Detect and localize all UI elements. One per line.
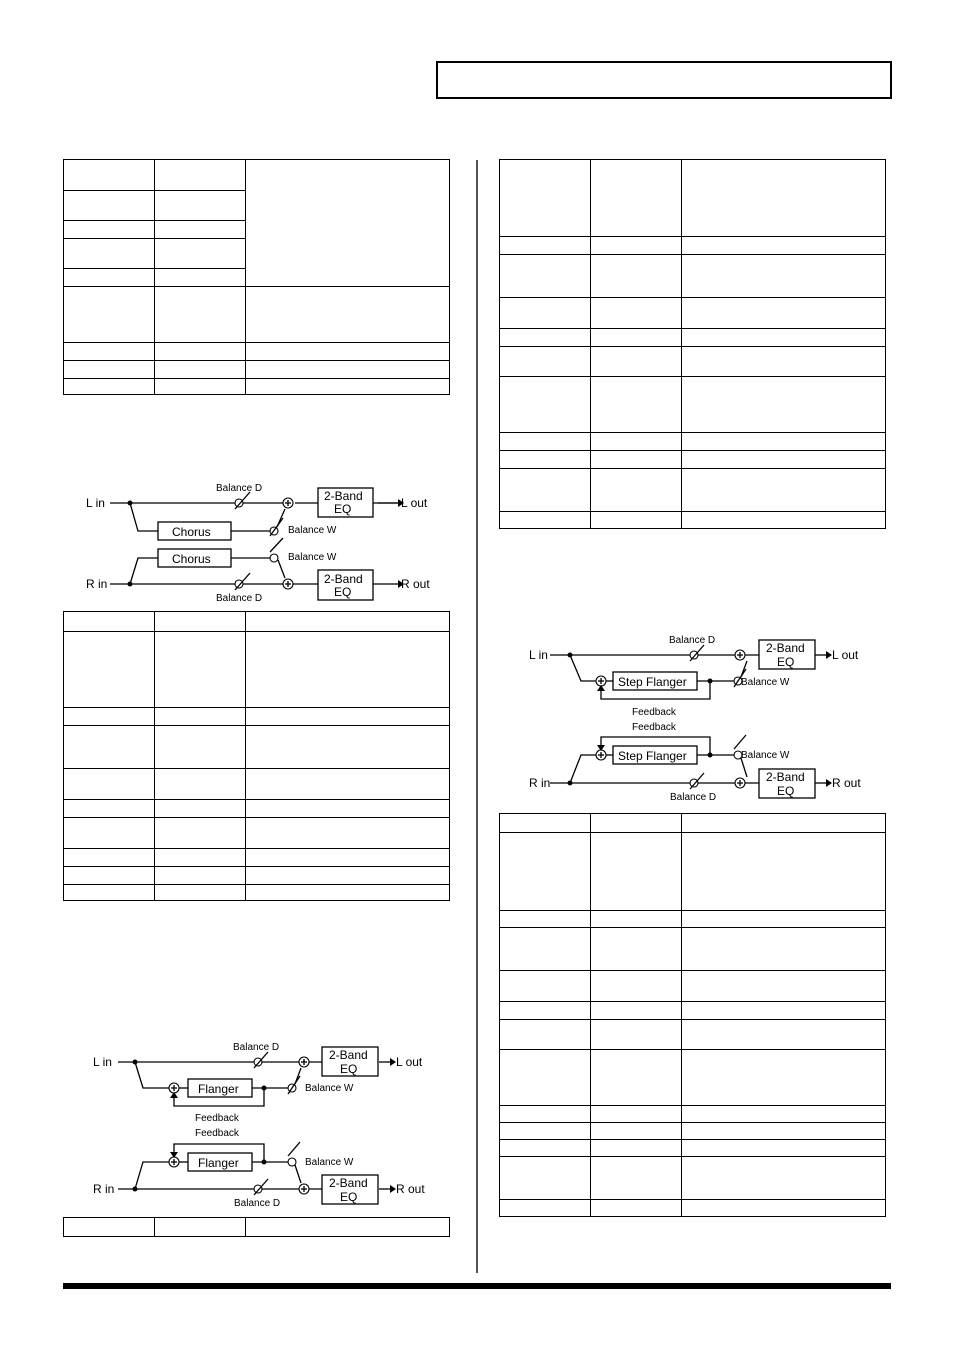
l-in-label-flanger: L in	[93, 1055, 112, 1069]
balance-w-label-r-step: Balance W	[741, 750, 790, 761]
chorus-r-label: Chorus	[172, 552, 211, 566]
r-out-label-step: R out	[832, 776, 861, 790]
chorus-l-label: Chorus	[172, 525, 211, 539]
step-flanger-block-diagram	[524, 631, 886, 811]
balance-d-label-r-flanger: Balance D	[234, 1198, 281, 1209]
eq-l-label1-flanger: 2-Band	[329, 1048, 368, 1062]
step-flanger-l-label: Step Flanger	[618, 675, 687, 689]
balance-w-label-l: Balance W	[288, 525, 337, 536]
column-divider	[476, 160, 478, 1273]
eq-r-label1-flanger: 2-Band	[329, 1176, 368, 1190]
eq-r-label2: EQ	[334, 585, 352, 599]
parameter-table-3	[63, 1217, 451, 1238]
eq-l-label1: 2-Band	[324, 489, 363, 503]
r-in-label: R in	[86, 577, 108, 591]
eq-r-label2-step: EQ	[777, 784, 795, 798]
chorus-block-diagram	[80, 478, 450, 613]
footer-rule	[63, 1283, 891, 1289]
feedback-label-l-step: Feedback	[632, 707, 676, 718]
eq-r-label1: 2-Band	[324, 572, 363, 586]
flanger-block-diagram	[88, 1038, 450, 1215]
parameter-table-5	[499, 813, 887, 1218]
r-in-label-step: R in	[529, 776, 551, 790]
balance-d-knob-r	[235, 580, 243, 588]
balance-w-label-r: Balance W	[288, 552, 337, 563]
parameter-table-4	[499, 159, 887, 530]
r-in-label-flanger: R in	[93, 1182, 115, 1196]
step-flanger-r-label: Step Flanger	[618, 749, 687, 763]
parameter-table-2	[63, 611, 451, 902]
l-out-label-flanger: L out	[396, 1055, 423, 1069]
balance-d-label-l-flanger: Balance D	[233, 1042, 280, 1053]
eq-l-label2-flanger: EQ	[340, 1062, 358, 1076]
page-header-box	[436, 61, 892, 99]
l-in-label-step: L in	[529, 648, 548, 662]
eq-r-label1-step: 2-Band	[766, 770, 805, 784]
eq-l-label1-step: 2-Band	[766, 641, 805, 655]
balance-d-label-l-step: Balance D	[669, 635, 716, 646]
balance-d-label-r: Balance D	[216, 593, 263, 604]
feedback-label-r-step: Feedback	[632, 722, 676, 733]
balance-d-label-l: Balance D	[216, 483, 263, 494]
r-out-label: R out	[401, 577, 430, 591]
l-in-label: L in	[86, 496, 105, 510]
balance-w-knob-r	[270, 554, 278, 562]
eq-r-label2-flanger: EQ	[340, 1190, 358, 1204]
flanger-l-label: Flanger	[198, 1082, 239, 1096]
parameter-table-1	[63, 159, 451, 396]
balance-w-label-r-flanger: Balance W	[305, 1157, 354, 1168]
balance-w-label-l-flanger: Balance W	[305, 1083, 354, 1094]
eq-l-label2: EQ	[334, 502, 352, 516]
l-out-label: L out	[401, 496, 428, 510]
flanger-r-label: Flanger	[198, 1156, 239, 1170]
balance-w-label-l-step: Balance W	[741, 677, 790, 688]
eq-l-label2-step: EQ	[777, 655, 795, 669]
balance-d-label-r-step: Balance D	[670, 792, 717, 803]
r-out-label-flanger: R out	[396, 1182, 425, 1196]
feedback-label-r: Feedback	[195, 1128, 239, 1139]
balance-d-knob-l	[235, 499, 243, 507]
l-out-label-step: L out	[832, 648, 859, 662]
feedback-label-l: Feedback	[195, 1113, 239, 1124]
